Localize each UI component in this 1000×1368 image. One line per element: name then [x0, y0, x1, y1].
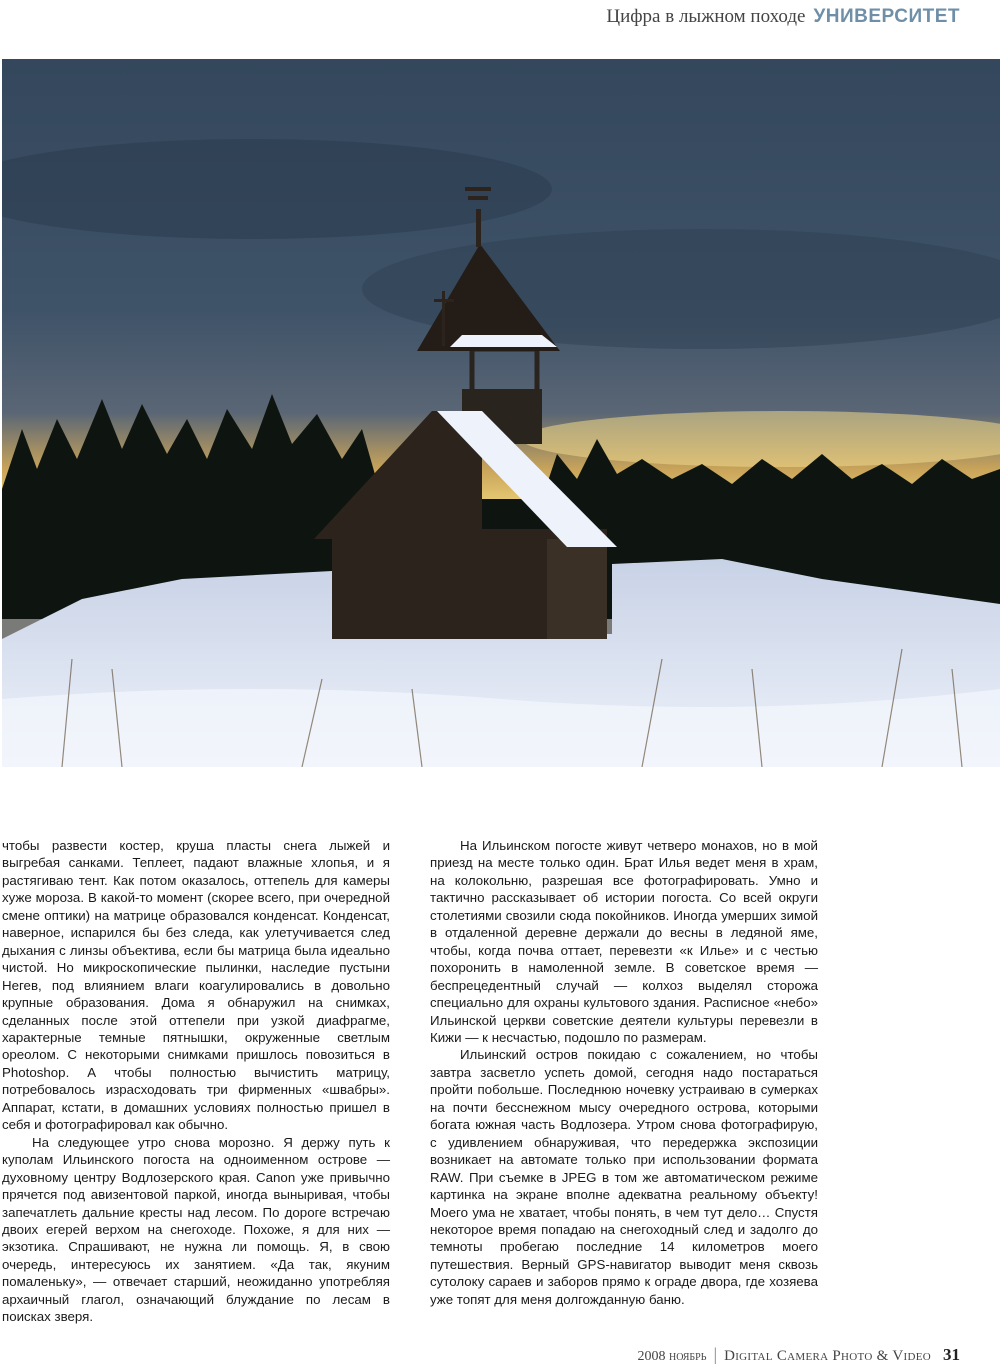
paragraph: Ильинский остров покидаю с сожалением, но чтобы завтра засветло успеть домой, сегодня надо постараться пройти побольше. Последнюю ночевку устраиваю в сумерках на почти бесснежном мысу очередного острова, которыми богата южная часть Водлозера. Утром снова фотографирую, с удивлением обнаруживая, что передержка экспозиции возникает на автомате только при использовании формата RAW. При съемке в JPEG в том же автоматическом режиме картинка на экране вполне адекватна реальному объекту! Моего ума не хватает, чтобы понять, в чем тут дело… Спустя некоторое время попадаю на снегоходный след и задолго до темноты пробегаю последние 14 километров моего путешествия. Верный GPS-навигатор выводит меня сквозь сутолоку сараев и заборов прямо к ограде двора, где хозяева уже топят для меня долгожданную баню.	[430, 1047, 818, 1307]
footer-magazine: Digital Camera Photo & Video	[724, 1348, 931, 1364]
paragraph: На следующее утро снова морозно. Я держу путь к куполам Ильинского погоста на одноименном острове — духовному центру Водлозерского края. Canon уже привычно прячется под авизентовой паркой, иногда выныривая, чтобы запечатлеть дальние кресты над лесом. По дороге встречаю двоих егерей верхом на снегоходе. Похоже, я для них — экзотика. Спрашивают, не нужна ли помощь. Я, в свою очередь, интересуюсь их занятием. «Да так, якуним помаленьку», — отвечает старший, неожиданно употребляя архаичный глагол, означающий блуждание по лесам в поисках зверя.	[2, 1134, 390, 1325]
article-column-left	[2, 837, 390, 1326]
footer-separator: |	[713, 1344, 718, 1364]
paragraph: чтобы развести костер, круша пласты снега лыжей и выгребая санками. Теплеет, падают влажные хлопья, и я растягиваю тент. Как потом оказалось, оттепель для камеры хуже мороза. В какой-то момент (скорее всего, при очередной смене оптики) на матрице образовался конденсат. Конденсат, наверное, испарился бы без следа, как улетучивается след дыхания с линзы объектива, если бы матрица была идеально чистой. Но микроскопические пылинки, наследие пустыни Негев, под влиянием влаги коагулировались в довольно крупные образования. Дома я обнаружил на снимках, сделанных после этой оттепели при узкой диафрагме, характерные темные пятнышки, окруженные светлым ореолом. С некоторыми снимками пришлось повозиться в Photoshop. А чтобы полностью вычистить матрицу, потребовалось израсходовать три фирменных «швабры». Аппарат, кстати, в домашних условиях полностью пришел в себя и фотографировал как обычно.	[2, 838, 390, 1133]
page-number: 31	[943, 1345, 960, 1364]
page-footer	[638, 1344, 961, 1365]
article-column-right	[430, 837, 818, 1308]
church-in-snow-photo	[2, 59, 1000, 767]
header-topic: Цифра в лыжном походе	[606, 6, 806, 27]
header-section: УНИВЕРСИТЕТ	[813, 6, 960, 27]
photo-illustration	[2, 59, 1000, 767]
paragraph: На Ильинском погосте живут четверо монахов, но в мой приезд на месте только один. Брат Илья ведет меня в храм, на колокольню, разрешая все фотографировать. Умно и тактично рассказывает об истории погоста. Со всей округи столетиями свозили сюда покойников. Иногда умерших зимой в отдаленной деревне держали до весны в ледяной яме, чтобы, когда почва оттает, перевезти «к Илье» и с честью похоронить в намоленной земле. В советское время — беспрецедентный случай — колхоз выделял сторожа специально для охраны культового здания. Расписное «небо» Ильинской церкви советские деятели культуры перевезли в Кижи — к несчастью, подошло по размерам.	[430, 838, 818, 1045]
running-header	[606, 6, 960, 28]
footer-issue: 2008 ноябрь	[637, 1349, 707, 1364]
